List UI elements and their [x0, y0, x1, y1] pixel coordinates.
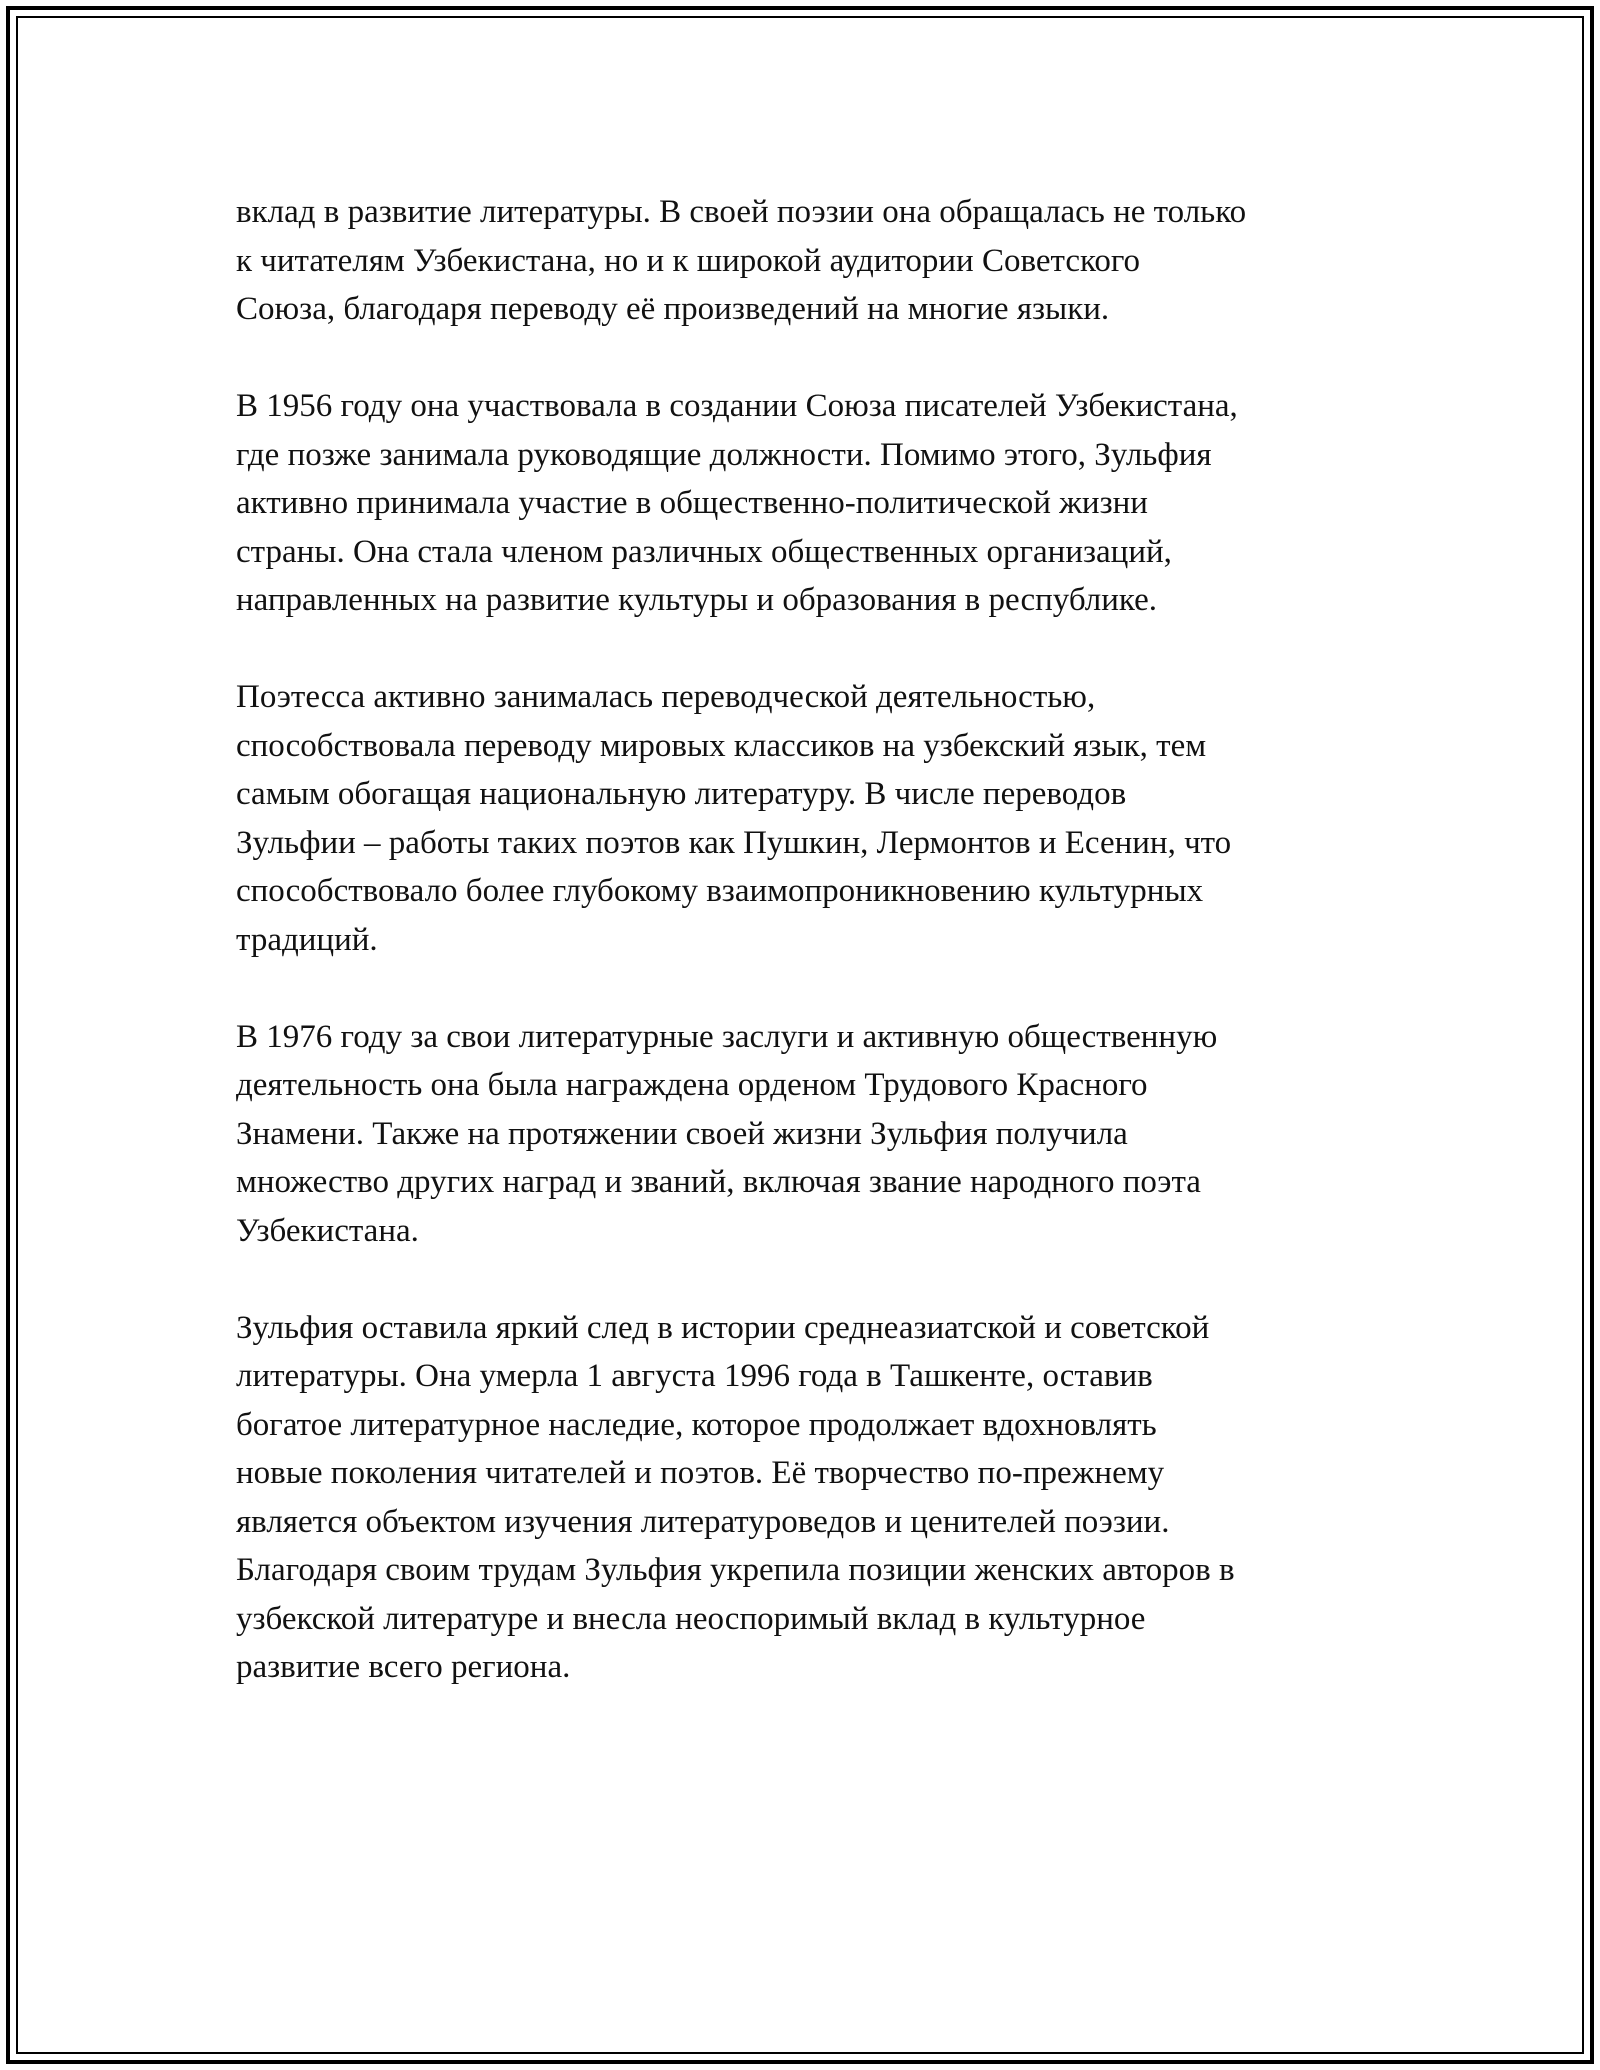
paragraph-5: Зульфия оставила яркий след в истории среднеазиатской и советской литературы. Она умерла 1 августа 1996 года в Ташкенте, оставив богатое литературное наследие, которое продолжает вдохновлять новые поколения читателей и поэтов. Её творчество по-прежнему является объектом изучения литературоведов и ценителей поэзии. Благодаря своим трудам Зульфия укрепила позиции женских авторов в узбекской литературе и внесла неоспоримый вклад в культурное развитие всего региона. [236, 1309, 1235, 1685]
paragraph-4: В 1976 году за свои литературные заслуги и активную общественную деятельность она была награждена орденом Трудового Красного Знамени. Также на протяжении своей жизни Зульфия получила множество других наград и званий, включая звание народного поэта Узбекистана. [236, 1018, 1218, 1249]
paragraph-3: Поэтесса активно занималась переводческой деятельностью, способствовала переводу мировых классиков на узбекский язык, тем самым обогащая национальную литературу. В числе переводов Зульфии – работы таких поэтов как Пушкин, Лермонтов и Есенин, что способствовало более глубокому взаимопроникновению культурных традиций. [236, 679, 1232, 958]
paragraph-1: вклад в развитие литературы. В своей поэзии она обращалась не только к читателям Узбекистана, но и к широкой аудитории Советского Союза, благодаря переводу её произведений на многие языки. [236, 194, 1247, 327]
paragraph-2: В 1956 году она участвовала в создании Союза писателей Узбекистана, где позже занимала руководящие должности. Помимо этого, Зульфия активно принимала участие в общественно-политической жизни страны. Она стала членом различных общественных организаций, направленных на развитие культуры и образования в республике. [236, 388, 1238, 618]
document-body [236, 188, 1386, 1740]
